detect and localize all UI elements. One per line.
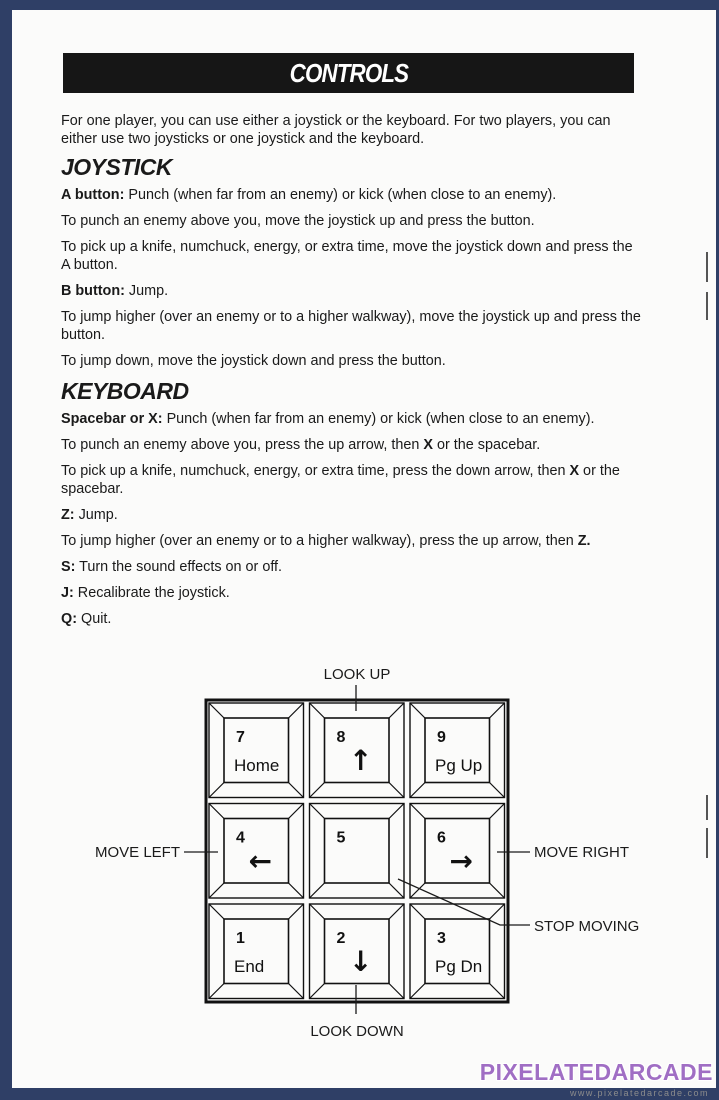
arrow-icon: ↓	[349, 945, 373, 978]
j-key-label: J:	[61, 585, 74, 601]
joystick-punch-above: To punch an enemy above you, move the joystick up and press the button.	[61, 213, 535, 229]
spacebar-label: Spacebar or X:	[61, 411, 163, 427]
move-right-callout: MOVE RIGHT	[534, 844, 630, 861]
key-number: 8	[336, 729, 346, 746]
q-key-text: Quit.	[77, 611, 112, 627]
joystick-heading: JOYSTICK	[61, 154, 173, 180]
arrow-icon: ↑	[349, 744, 373, 777]
keyboard-pickup-key: X	[569, 463, 580, 479]
s-key-label: S:	[61, 559, 76, 575]
arrow-icon: →	[449, 844, 473, 878]
z-key-text: Jump.	[74, 507, 118, 523]
s-key-text: Turn the sound effects on or off.	[75, 559, 283, 575]
keyboard-pickup-text: To pick up a knife, numchuck, energy, or extra time, press the down arrow, then	[61, 463, 570, 479]
joystick-jump-down: To jump down, move the joystick down and press the button.	[61, 353, 446, 369]
a-button-text: Punch (when far from an enemy) or kick (when close to an enemy).	[124, 187, 557, 203]
move-left-callout: MOVE LEFT	[94, 844, 180, 861]
keyboard-punch-key: X	[423, 437, 434, 453]
intro-paragraph: For one player, you can use either a joystick or the keyboard. For two players, you can either use two joysticks or one joystick and the keyboard.	[61, 113, 611, 147]
b-button-label: B button:	[61, 283, 125, 299]
joystick-jump-higher: To jump higher (over an enemy or to a higher walkway), move the joystick up and press the button.	[61, 309, 641, 343]
key-label: Pg Dn	[435, 957, 483, 976]
keyboard-pickup-text-end: or the spacebar.	[61, 463, 620, 497]
keypad	[206, 700, 508, 1002]
q-key-label: Q:	[61, 611, 77, 627]
section-title: CONTROLS	[289, 57, 408, 88]
key-number: 9	[437, 729, 446, 746]
key-number: 7	[236, 729, 245, 746]
key-number: 1	[236, 930, 245, 947]
key-number: 6	[437, 829, 446, 847]
keyboard-jump-text: To jump higher (over an enemy or to a higher walkway), press the up arrow, then	[61, 533, 578, 549]
key-label: Pg Up	[435, 756, 483, 775]
arrow-icon: ←	[248, 844, 272, 878]
key-number: 3	[437, 930, 446, 947]
j-key-text: Recalibrate the joystick.	[73, 585, 230, 601]
watermark-brand: PIXELATEDARCADE	[479, 1059, 713, 1085]
key-label: Home	[234, 756, 280, 775]
key-number: 5	[336, 829, 346, 847]
z-key-label: Z:	[61, 507, 75, 523]
key-number: 2	[336, 930, 346, 947]
keyboard-heading: KEYBOARD	[61, 378, 189, 404]
watermark-url: www.pixelatedarcade.com	[569, 1088, 709, 1098]
stop-moving-callout: STOP MOVING	[534, 918, 640, 935]
a-button-label: A button:	[61, 187, 125, 203]
keyboard-punch-text-end: or the spacebar.	[433, 437, 541, 453]
spacebar-text: Punch (when far from an enemy) or kick (when close to an enemy).	[162, 411, 595, 427]
key-label: End	[234, 957, 265, 976]
look-up-callout: LOOK UP	[323, 666, 391, 683]
key-number: 4	[236, 829, 245, 847]
look-down-callout: LOOK DOWN	[310, 1023, 404, 1040]
b-button-text: Jump.	[124, 283, 169, 299]
keyboard-jump-key: Z.	[577, 533, 591, 549]
joystick-pickup: To pick up a knife, numchuck, energy, or extra time, move the joystick down and press the A button.	[61, 239, 633, 273]
keyboard-punch-text: To punch an enemy above you, press the up arrow, then	[61, 437, 424, 453]
